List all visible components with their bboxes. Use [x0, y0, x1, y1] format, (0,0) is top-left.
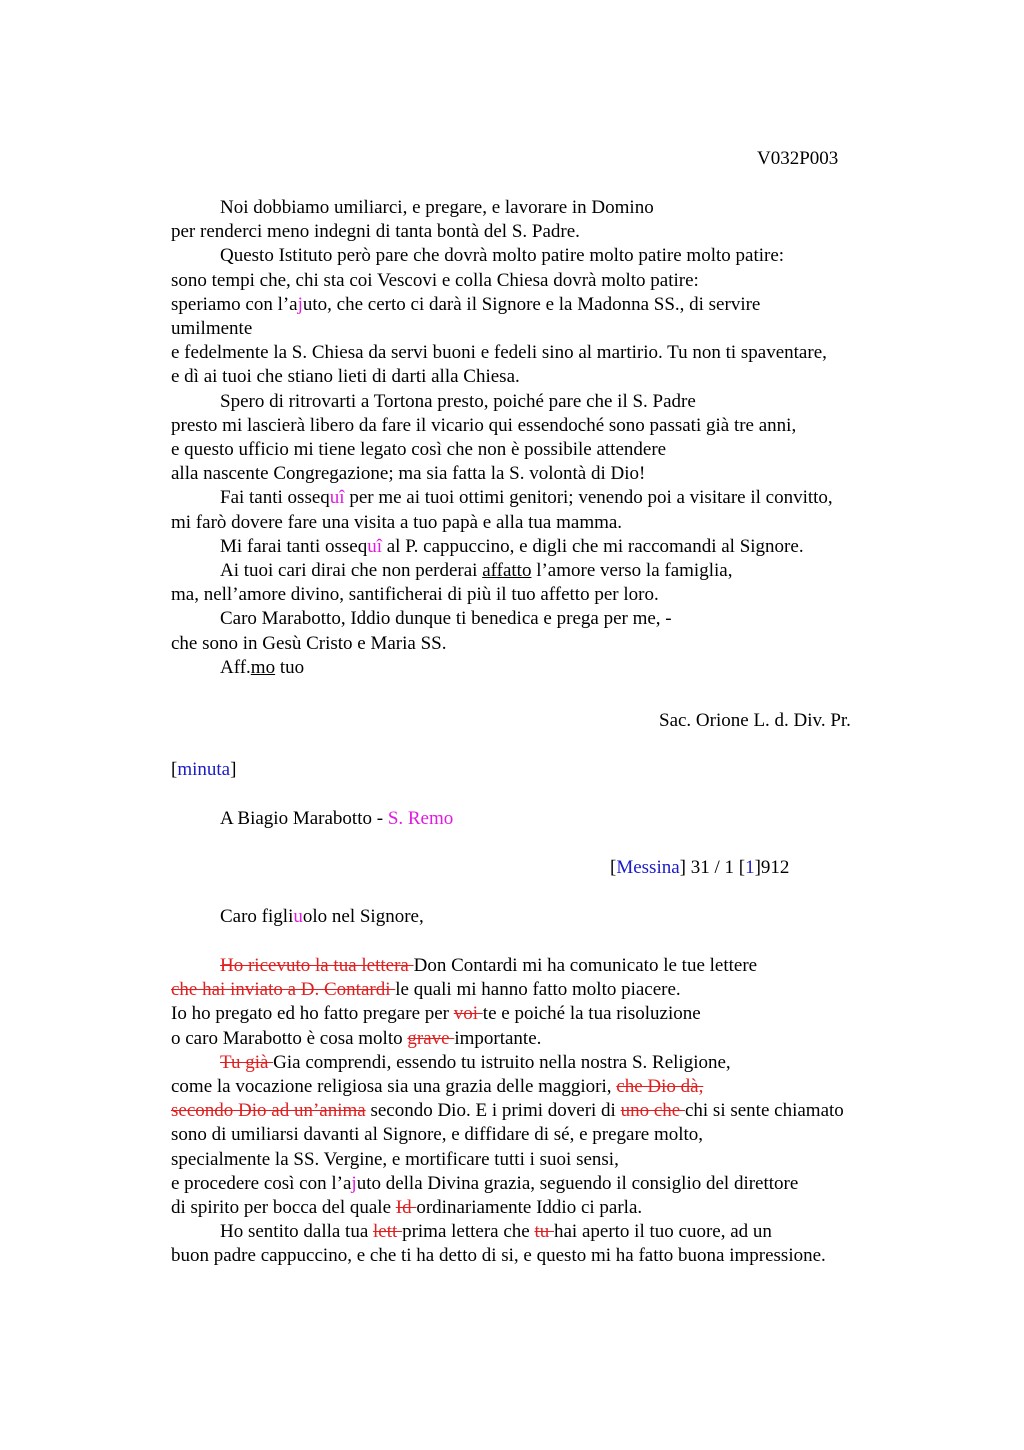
- date-digit: 1: [745, 857, 755, 878]
- deleted-text: che Dio dà,: [616, 1076, 704, 1098]
- text-line: alla nascente Congregazione; ma sia fatta la S. volontà di Dio!: [171, 463, 646, 485]
- text-line: di spirito per bocca del quale Id ordinariamente Iddio ci parla.: [171, 1197, 643, 1219]
- draft-label: [minuta]: [171, 759, 237, 780]
- text-line: presto mi lascierà libero da fare il vicario qui essendoché sono passati già tre anni,: [171, 414, 797, 436]
- deleted-text: Tu già: [220, 1051, 274, 1073]
- deleted-text: Id: [395, 1197, 417, 1219]
- text-line: o caro Marabotto è cosa molto grave importante.: [171, 1027, 542, 1049]
- text-line: che hai inviato a D. Contardi le quali mi hanno fatto molto piacere.: [171, 979, 681, 1001]
- deleted-text: secondo Dio ad un’anima: [171, 1100, 366, 1122]
- text-line: speriamo con l’ajuto, che certo ci darà il Signore e la Madonna SS., di servire: [171, 293, 761, 315]
- text-line: Tu già Gia comprendi, essendo tu istruito nella nostra S. Religione,: [220, 1051, 731, 1073]
- deleted-text: che hai inviato a D. Contardi: [171, 979, 396, 1001]
- salutation: Caro figliuolo nel Signore,: [220, 906, 424, 927]
- deleted-text: tu: [534, 1221, 554, 1243]
- underlined-word: affatto: [482, 560, 532, 582]
- text-line: Mi farai tanti ossequî al P. cappuccino, e digli che mi raccomandi al Signore.: [220, 535, 804, 557]
- closing-line: Aff.mo tuo: [220, 656, 305, 678]
- text-line: umilmente: [171, 318, 253, 340]
- editorial-insertion: uî: [367, 535, 382, 557]
- letter-one-body: [171, 196, 931, 680]
- deleted-text: lett: [373, 1221, 403, 1243]
- editorial-insertion: j: [297, 293, 303, 315]
- deleted-text: uno che: [620, 1100, 685, 1122]
- deleted-text: grave: [407, 1027, 455, 1049]
- signature: Sac. Orione L. d. Div. Pr.: [659, 710, 851, 731]
- letter-date: [Messina] 31 / 1 [1]912: [610, 857, 790, 878]
- recipient-place: S. Remo: [387, 808, 454, 829]
- text-line: e procedere così con l’ajuto della Divina grazia, seguendo il consiglio del direttore: [171, 1172, 799, 1194]
- text-line: Ho ricevuto la tua lettera Don Contardi mi ha comunicato le tue lettere: [220, 955, 758, 976]
- text-line: Fai tanti ossequî per me ai tuoi ottimi genitori; venendo poi a visitare il convitto,: [220, 487, 833, 509]
- text-line: Ai tuoi cari dirai che non perderai affatto l’amore verso la famiglia,: [220, 560, 733, 582]
- text-line: Io ho pregato ed ho fatto pregare per voi te e poiché la tua risoluzione: [171, 1003, 701, 1025]
- text-line: Ho sentito dalla tua lett prima lettera che tu hai aperto il tuo cuore, ad un: [220, 1221, 772, 1243]
- editorial-insertion: uî: [329, 487, 345, 509]
- text-line: buon padre cappuccino, e che ti ha detto di si, e questo mi ha fatto buona impressione.: [171, 1245, 826, 1267]
- text-line: secondo Dio ad un’anima secondo Dio. E i primi doveri di uno che chi si sente chiamato: [171, 1100, 844, 1122]
- editorial-insertion: j: [351, 1172, 357, 1194]
- deleted-text: voi: [453, 1003, 483, 1025]
- text-line: Caro Marabotto, Iddio dunque ti benedica e prega per me, -: [220, 608, 672, 630]
- text-line: come la vocazione religiosa sia una grazia delle maggiori, che Dio dà,: [171, 1076, 704, 1098]
- recipient-address: A Biagio Marabotto - S. Remo: [220, 808, 454, 829]
- text-line: mi farò dovere fare una visita a tuo papà e alla tua mamma.: [171, 511, 623, 533]
- editorial-note: minuta: [177, 759, 231, 780]
- editorial-insertion: u: [293, 906, 303, 927]
- text-line: ma, nell’amore divino, santificherai di più il tuo affetto per loro.: [171, 584, 659, 606]
- text-line: che sono in Gesù Cristo e Maria SS.: [171, 632, 447, 654]
- text-line: e fedelmente la S. Chiesa da servi buoni e fedeli sino al martirio. Tu non ti spaventare,: [171, 342, 827, 364]
- underlined-abbreviation: mo: [250, 656, 276, 678]
- date-place: Messina: [616, 857, 680, 878]
- text-line: specialmente la SS. Vergine, e mortificare tutti i suoi sensi,: [171, 1148, 619, 1170]
- text-line: sono tempi che, chi sta coi Vescovi e colla Chiesa dovrà molto patire:: [171, 269, 699, 291]
- text-line: Spero di ritrovarti a Tortona presto, poiché pare che il S. Padre: [220, 390, 696, 412]
- letter-two-body: [171, 954, 931, 1269]
- page-id: V032P003: [757, 148, 839, 169]
- text-line: e questo ufficio mi tiene legato così che non è possibile attendere: [171, 439, 667, 461]
- deleted-text: Ho ricevuto la tua lettera: [220, 955, 414, 976]
- text-line: Noi dobbiamo umiliarci, e pregare, e lavorare in Domino: [220, 197, 654, 218]
- text-line: sono di umiliarsi davanti al Signore, e diffidare di sé, e pregare molto,: [171, 1124, 704, 1146]
- text-line: e dì ai tuoi che stiano lieti di darti alla Chiesa.: [171, 366, 520, 388]
- text-line: Questo Istituto però pare che dovrà molto patire molto patire molto patire:: [220, 245, 785, 267]
- text-line: per renderci meno indegni di tanta bontà del S. Padre.: [171, 221, 580, 243]
